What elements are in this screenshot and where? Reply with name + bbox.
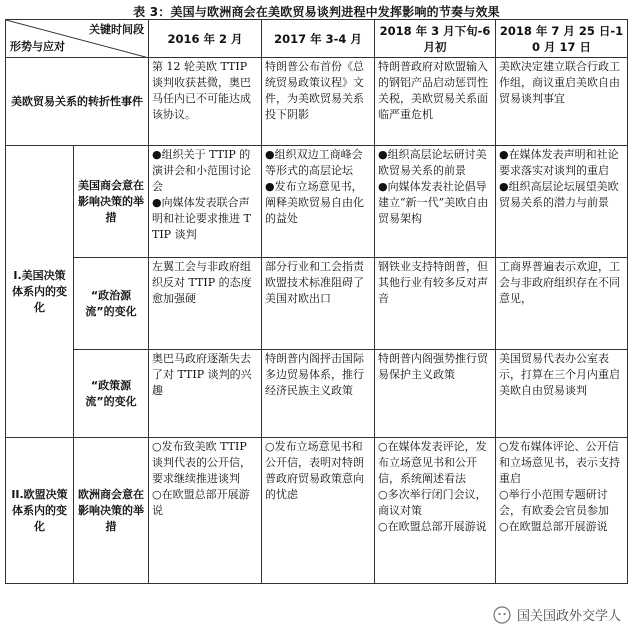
period-header-3: 2018 年 3 月下旬-6 月初 bbox=[375, 20, 496, 58]
corner-top-label: 关键时间段 bbox=[89, 23, 144, 36]
cell-paragraph: ●向媒体发表社论倡导建立“新一代”美欧自由贸易架构 bbox=[378, 180, 489, 225]
cell-paragraph: 特朗普内阁抨击国际多边贸易体系，推行经济民族主义政策 bbox=[265, 352, 364, 397]
header-row bbox=[6, 20, 628, 58]
cell-policy-3 bbox=[375, 350, 496, 438]
cell-eu-chamber-3 bbox=[375, 438, 496, 584]
cell-paragraph: ●发布立场意见书，阐释美欧贸易自由化的益处 bbox=[265, 180, 364, 225]
cell-paragraph: ○举行小范围专题研讨会，有欧委会官员参加 bbox=[499, 488, 609, 517]
group-label-us: I.美国决策体系内的变化 bbox=[6, 146, 74, 438]
cell-paragraph: ●组织高层论坛研讨美欧贸易关系的前景 bbox=[378, 148, 487, 177]
cell-us-chamber-2 bbox=[262, 146, 375, 258]
cell-us-chamber-4 bbox=[496, 146, 628, 258]
corner-header-cell bbox=[6, 20, 149, 58]
cell-paragraph: ○发布媒体评论、公开信和立场意见书，表示支持重启 bbox=[499, 440, 620, 485]
table-title: 表 3：美国与欧洲商会在美欧贸易谈判进程中发挥影响的节奏与效果 bbox=[133, 5, 500, 19]
cell-special-2 bbox=[262, 58, 375, 146]
cell-policy-4 bbox=[496, 350, 628, 438]
cell-eu-chamber-2 bbox=[262, 438, 375, 584]
corner-bottom-label: 形势与应对 bbox=[10, 40, 65, 53]
cell-paragraph: 工商界普遍表示欢迎，工会与非政府组织存在不同意见， bbox=[499, 260, 620, 305]
cell-paragraph: ○在欧盟总部开展游说 bbox=[152, 488, 250, 517]
cell-paragraph: ●组织双边工商峰会等形式的高层论坛 bbox=[265, 148, 363, 177]
cell-politics-2 bbox=[262, 258, 375, 350]
period-header-4: 2018 年 7 月 25 日-10 月 17 日 bbox=[496, 20, 628, 58]
cell-paragraph: ○在欧盟总部开展游说 bbox=[499, 520, 608, 533]
cell-eu-chamber-4 bbox=[496, 438, 628, 584]
cell-paragraph: ○在媒体发表评论，发布立场意见书和公开信，系统阐述看法 bbox=[378, 440, 487, 485]
cell-paragraph: 美欧决定建立联合行政工作组，商议重启美欧自由贸易谈判事宜 bbox=[499, 60, 620, 105]
cell-politics-1 bbox=[149, 258, 262, 350]
row-label-eu-chamber: 欧洲商会意在影响决策的举措 bbox=[74, 438, 149, 584]
cell-paragraph: 特朗普政府对欧盟输入的钢铝产品启动惩罚性关税，美欧贸易关系面临严重危机 bbox=[378, 60, 488, 121]
cell-eu-chamber-1 bbox=[149, 438, 262, 584]
cell-paragraph: ○在欧盟总部开展游说 bbox=[378, 520, 487, 533]
period-header-1: 2016 年 2 月 bbox=[149, 20, 262, 58]
cell-paragraph: 特朗普内阁强势推行贸易保护主义政策 bbox=[378, 352, 488, 381]
table-row-politics bbox=[6, 258, 628, 350]
cell-paragraph: ●组织高层论坛展望美欧贸易关系的潜力与前景 bbox=[499, 180, 619, 209]
cell-paragraph: 左翼工会与非政府组织反对 TTIP 的态度愈加强硬 bbox=[152, 260, 252, 305]
cell-paragraph: ○发布立场意见书和公开信，表明对特朗普政府贸易政策意向的忧虑 bbox=[265, 440, 364, 501]
group-label-eu: II.欧盟决策体系内的变化 bbox=[6, 438, 74, 584]
cell-us-chamber-1 bbox=[149, 146, 262, 258]
row-label-politics: “政治源流”的变化 bbox=[74, 258, 149, 350]
cell-policy-2 bbox=[262, 350, 375, 438]
cell-paragraph: ●在媒体发表声明和社论要求落实对谈判的重启 bbox=[499, 148, 619, 177]
table-row-us-chamber bbox=[6, 146, 628, 258]
cell-paragraph: ○多次举行闭门会议，商议对策 bbox=[378, 488, 487, 517]
cell-paragraph: 特朗普公布首份《总统贸易政策议程》文件，为美欧贸易关系投下阴影 bbox=[265, 60, 364, 121]
cell-politics-4 bbox=[496, 258, 628, 350]
period-header-2: 2017 年 3-4 月 bbox=[262, 20, 375, 58]
cell-paragraph: 奥巴马政府逐渐失去了对 TTIP 谈判的兴趣 bbox=[152, 352, 252, 397]
table-row-eu-chamber bbox=[6, 438, 628, 584]
table-row-policy bbox=[6, 350, 628, 438]
cell-special-1 bbox=[149, 58, 262, 146]
row-label-us-chamber: 美国商会意在影响决策的举措 bbox=[74, 146, 149, 258]
cell-paragraph: ●组织关于 TTIP 的演讲会和小范围讨论会 bbox=[152, 148, 251, 193]
watermark-text: 国关国政外交学人 bbox=[516, 609, 621, 624]
cell-special-4 bbox=[496, 58, 628, 146]
cell-policy-1 bbox=[149, 350, 262, 438]
wechat-logo-icon bbox=[493, 606, 511, 624]
cell-paragraph: 第 12 轮美欧 TTIP 谈判收获甚微，奥巴马任内已不可能达成该协议。 bbox=[152, 60, 251, 121]
table-row-special-events bbox=[6, 58, 628, 146]
cell-paragraph: 钢铁业支持特朗普，但其他行业有较多反对声音 bbox=[378, 260, 488, 305]
cell-us-chamber-3 bbox=[375, 146, 496, 258]
cell-paragraph: ●向媒体发表联合声明和社论要求推进 TTIP 谈判 bbox=[152, 196, 251, 241]
row-label-special-events: 美欧贸易关系的转折性事件 bbox=[6, 58, 149, 146]
cell-paragraph: 部分行业和工会指责欧盟技术标准阻碍了美国对欧出口 bbox=[265, 260, 364, 305]
cell-politics-3 bbox=[375, 258, 496, 350]
cell-paragraph: ○发布致美欧 TTIP 谈判代表的公开信，要求继续推进谈判 bbox=[152, 440, 251, 485]
watermark bbox=[493, 605, 621, 624]
influence-table bbox=[5, 19, 628, 584]
cell-special-3 bbox=[375, 58, 496, 146]
cell-paragraph: 美国贸易代表办公室表示，打算在三个月内重启美欧自由贸易谈判 bbox=[499, 352, 620, 397]
row-label-policy: “政策源流”的变化 bbox=[74, 350, 149, 438]
